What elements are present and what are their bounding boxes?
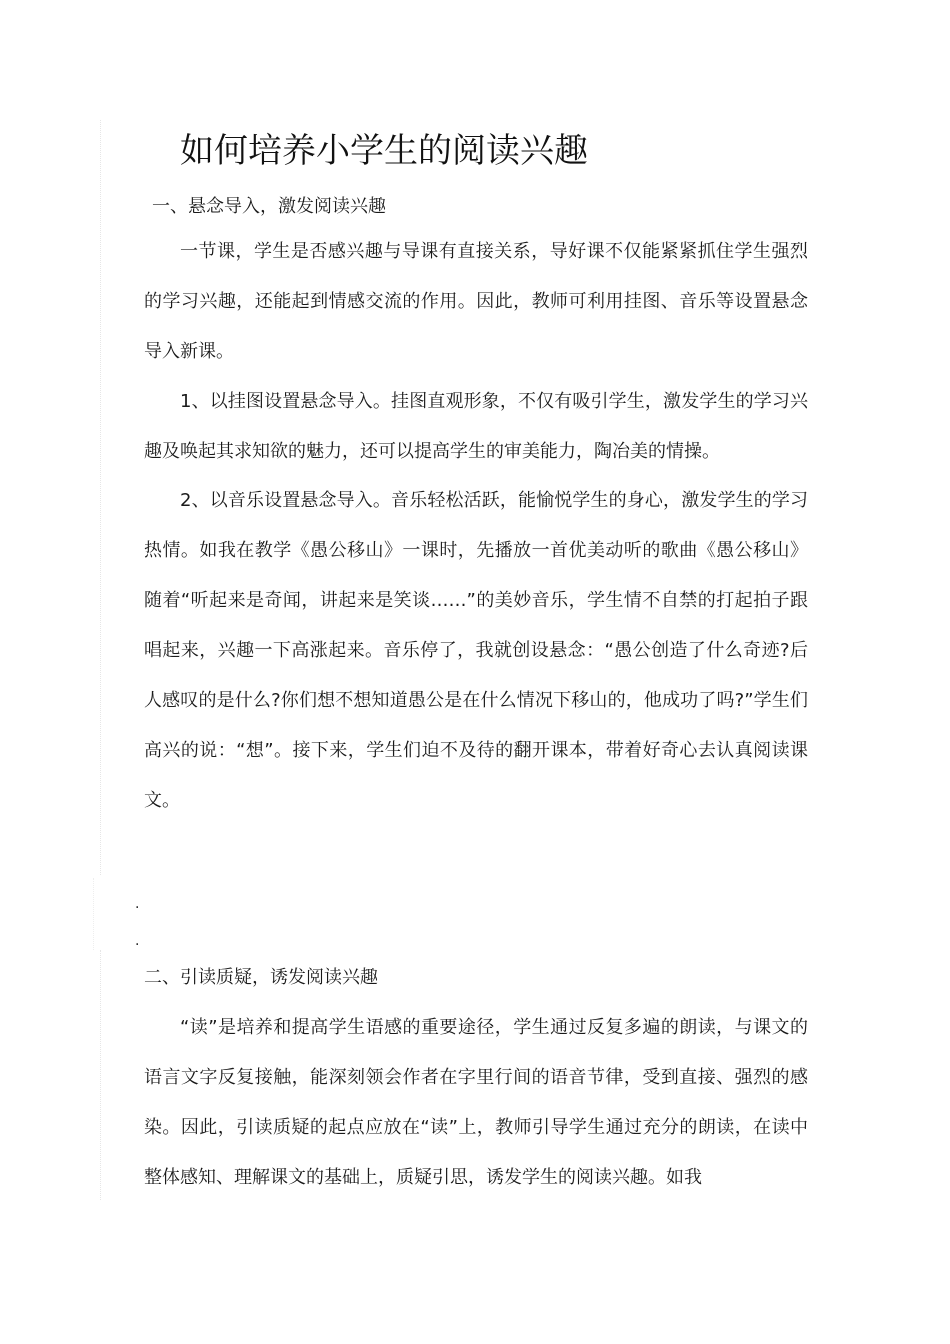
margin-guide-line bbox=[100, 950, 101, 1200]
paragraph: 1、以挂图设置悬念导入。挂图直观形象，不仅有吸引学生，激发学生的学习兴趣及唤起其求知欲的魅力，还可以提高学生的审美能力，陶冶美的情操。 bbox=[144, 391, 808, 462]
section-heading-2: 二、引读质疑，诱发阅读兴趣 bbox=[144, 967, 378, 988]
paragraph: 一节课，学生是否感兴趣与导课有直接关系，导好课不仅能紧紧抓住学生强烈的学习兴趣，还能起到情感交流的作用。因此，教师可利用挂图、音乐等设置悬念导入新课。 bbox=[144, 241, 808, 362]
margin-guide-line bbox=[100, 120, 101, 875]
section-heading-1: 一、悬念导入，激发阅读兴趣 bbox=[152, 196, 386, 217]
paragraph: “读”是培养和提高学生语感的重要途径，学生通过反复多遍的朗读，与课文的语言文字反复接触，能深刻领会作者在字里行间的语音节律，受到直接、强烈的感染。因此，引读质疑的起点应放在“读”上，教师引导学生通过充分的朗读，在读中整体感知、理解课文的基础上，质疑引思，诱发学生的阅读兴趣。如我 bbox=[144, 1017, 808, 1188]
margin-guide-line bbox=[93, 878, 94, 950]
document-title: 如何培养小学生的阅读兴趣 bbox=[180, 131, 588, 171]
separator-dot: . bbox=[135, 933, 140, 949]
paragraph: 2、以音乐设置悬念导入。音乐轻松活跃，能愉悦学生的身心，激发学生的学习热情。如我在教学《愚公移山》一课时，先播放一首优美动听的歌曲《愚公移山》随着“听起来是奇闻，讲起来是笑谈……”的美妙音乐，学生情不自禁的打起拍子跟唱起来，兴趣一下高涨起来。音乐停了，我就创设悬念：“愚公创造了什么奇迹?后人感叹的是什么?你们想不想知道愚公是在什么情况下移山的，他成功了吗?”学生们高兴的说：“想”。接下来，学生们迫不及待的翻开课本，带着好奇心去认真阅读课文。 bbox=[144, 490, 808, 811]
separator-dot: . bbox=[135, 896, 140, 912]
